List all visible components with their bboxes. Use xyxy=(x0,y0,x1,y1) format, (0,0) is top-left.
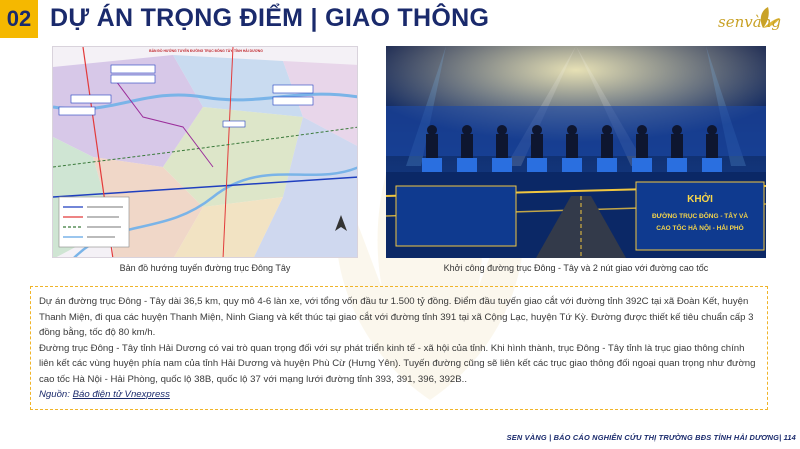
map-title: BẢN ĐỒ HƯỚNG TUYẾN ĐƯỜNG TRỤC ĐÔNG TÂY, TỈNH HẢI DƯƠNG xyxy=(149,49,263,53)
source-prefix: Nguồn: xyxy=(39,389,73,400)
logo-text: senvàng xyxy=(718,13,781,31)
map-illustration xyxy=(53,47,358,258)
groundbreaking-ceremony-image xyxy=(386,46,766,258)
banner-line-3: CAO TỐC HÀ NỘI - HẢI PHÒ xyxy=(656,225,744,232)
source-link[interactable]: Báo điện tử Vnexpress xyxy=(72,389,170,400)
page-header xyxy=(0,0,800,38)
source-line xyxy=(39,387,759,403)
description-paragraph-1: Dự án đường trục Đông - Tây dài 36,5 km, quy mô 4-6 làn xe, với tổng vốn đầu tư 1.500 tỷ đồng. Điểm đầu tuyến giao cắt với đường tỉnh 392C tại xã Đoàn Kết, huyện Thanh Miện, đi qua các huyện Thanh Miện, Ninh Giang và kết thúc tại giao cắt với đường tỉnh 391 tại xã Cộng Lạc, huyện Tứ Kỳ. Đường được thiết kế tiêu chuẩn cấp 3 đồng bằng, tốc độ 80 km/h. xyxy=(39,296,754,338)
banner-line-1: KHỞI xyxy=(687,194,713,205)
banner-line-2: ĐƯỜNG TRỤC ĐÔNG - TÂY VÀ xyxy=(651,213,749,220)
route-map-image xyxy=(52,46,358,258)
description-paragraph-2: Đường trục Đông - Tây tỉnh Hải Dương có vai trò quan trọng đối với sự phát triển kinh tế - xã hội của tỉnh. Khi hình thành, trục Đông - Tây tỉnh là trục giao thông chính liên kết các vùng huyện phía nam của tỉnh Hải Dương và huyện Phù Cừ (Hưng Yên). Tuyến đường cũng sẽ liên kết các trục giao thông đối ngoại quan trọng như đường cao tốc Hà Nội - Hải Phòng, quốc lộ 38B, quốc lộ 37 với mạng lưới đường tỉnh 393, 391, 396, 392B.. xyxy=(39,342,756,385)
ceremony-illustration xyxy=(386,46,766,258)
section-number: 02 xyxy=(0,0,38,38)
ceremony-caption: Khởi công đường trục Đông - Tây và 2 nút giao với đường cao tốc xyxy=(443,263,709,273)
page-footer: SEN VÀNG | BÁO CÁO NGHIÊN CỨU THỊ TRƯỜNG BĐS TỈNH HẢI DƯƠNG| 114 xyxy=(506,433,796,442)
project-description-box xyxy=(30,286,768,410)
page-title: DỰ ÁN TRỌNG ĐIỂM | GIAO THÔNG xyxy=(50,4,490,32)
map-caption: Bản đồ hướng tuyến đường trục Đông Tây xyxy=(119,263,291,273)
